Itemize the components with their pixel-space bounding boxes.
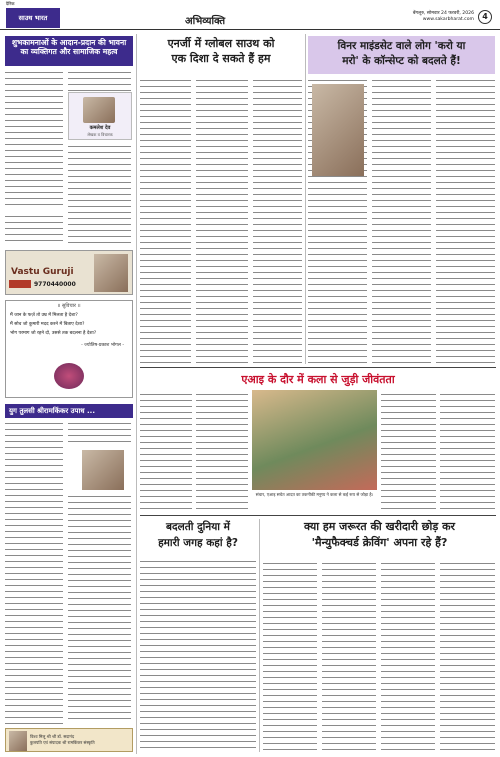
- author-name: कमलेश देव: [89, 125, 111, 131]
- main-body-col1: [140, 78, 191, 363]
- world-headline-line1: बदलती दुनिया में: [166, 521, 230, 533]
- saint-photo: [82, 450, 124, 490]
- caption-photo: [9, 731, 27, 751]
- ai-photo-caption: संचार, एआइ सचेत आदत का तकनीकी मनुष्य ने कला से कई रूप से जोड़ा है।: [255, 492, 374, 497]
- quote-line: भोग परमाग जो रहने दो, उससे तक बदलना है देशा?: [10, 331, 97, 336]
- right-headline-line2: मरो' के कॉन्सेप्ट को बदलते हैं!: [342, 55, 461, 67]
- quote-box-title: ॥ सुविचार ॥: [57, 303, 81, 309]
- vastu-ad: [5, 250, 133, 295]
- ai-photo: [252, 390, 377, 490]
- bottom-left-headline: युग तुलसी श्रीरामकिंकर उपाध ...: [9, 407, 95, 415]
- bottom-caption: विश्व मिलू श्री श्री डॉ. सदानंद कुलपति एवं संपादक श्री रामकिंकर संस्कृति: [30, 734, 95, 745]
- quote-line: मैं सोच जो कुमारी मदद करने में बिताए देशा?: [10, 322, 85, 327]
- date-text: बेंगलूरु, सोमवार 24 फरवरी, 2026: [412, 11, 474, 16]
- left-body-4: [5, 214, 63, 244]
- right-body-col3: [436, 78, 495, 363]
- ad-phone-badge: [9, 280, 31, 288]
- right-headline-line1: विनर माइंडसेट वाले लोग 'करो या: [337, 40, 466, 52]
- website-text: www.sakarbharat.com: [422, 17, 474, 22]
- page-header: [0, 0, 500, 30]
- craving-body-col2: [322, 561, 376, 752]
- craving-headline-line2: 'मैन्युफैक्चर्ड क्रेविंग' अपना रहे हैं?: [311, 536, 448, 549]
- world-headline-line2: हमारी जगह कहां है?: [158, 537, 238, 549]
- ai-body-col4: [440, 392, 495, 512]
- craving-body-col3: [381, 561, 435, 752]
- dateline: [413, 11, 474, 23]
- section-title: अभिव्यक्ति: [185, 16, 226, 27]
- quote-credit: - ज्योतिष-प्रकाश भोगल -: [81, 343, 124, 348]
- bottom-left-body-1: [5, 421, 63, 751]
- left-body-3: [68, 144, 131, 244]
- right-article-photo: [312, 84, 364, 176]
- world-body: [140, 559, 256, 752]
- craving-body-col1: [263, 561, 317, 752]
- column-rule-lower: [259, 519, 260, 752]
- craving-headline-box: [263, 519, 496, 557]
- main-body-col3: [253, 78, 302, 363]
- bottom-left-headline-box: [5, 404, 133, 418]
- left-headline-box: [5, 36, 133, 66]
- bottom-left-body-3: [68, 494, 131, 720]
- page-number: 4: [478, 10, 492, 24]
- quote-lines: [6, 309, 132, 340]
- ai-top-rule: [140, 367, 496, 368]
- main-body-col2: [196, 78, 248, 363]
- masthead-logo: [6, 1, 60, 28]
- ad-person-photo: [94, 254, 128, 292]
- column-rule-left: [136, 34, 137, 754]
- ai-body-col2: [196, 392, 248, 512]
- ai-headline-box: [140, 371, 496, 389]
- main-headline-box: [140, 36, 302, 74]
- craving-headline-line1: क्या हम जरूरत की खरीदारी छोड़ कर: [303, 520, 456, 533]
- ad-title: Vastu Guruji: [11, 267, 74, 277]
- bottom-left-body-2: [68, 421, 131, 447]
- craving-body-col4: [440, 561, 495, 752]
- author-role: लेखक व विचारक: [87, 132, 113, 137]
- paper-tag: दैनिक: [6, 1, 15, 6]
- ad-phone: 9770440000: [34, 281, 76, 288]
- lower-rule: [140, 515, 496, 516]
- quote-box: [5, 300, 133, 398]
- right-body-col2: [372, 78, 431, 363]
- column-rule-mid: [305, 34, 306, 364]
- paper-name: साउथ भारत: [18, 14, 48, 22]
- author-photo: [83, 97, 115, 123]
- left-headline: शुभकामनाओं के आदान-प्रदान की भावना का व्यक्तिगत और सामाजिक महत्व: [11, 38, 127, 56]
- quote-flower-image: [54, 363, 84, 389]
- ai-body-col3: [381, 392, 436, 512]
- right-headline-box: [308, 36, 495, 74]
- ai-body-col1: [140, 392, 192, 512]
- left-body-1: [5, 70, 63, 210]
- bottom-caption-box: [5, 728, 133, 752]
- quote-line: मैं जान के फर्ज़ तो उम्र में मिलता है देशा?: [10, 313, 78, 318]
- ai-headline: एआइ के दौर में कला से जुड़ी जीवंतता: [241, 373, 395, 386]
- main-headline-line1: एनर्जी में ग्लोबल साउथ को: [167, 37, 275, 50]
- main-headline-line2: एक दिशा दे सकते हैं हम: [171, 52, 271, 65]
- author-card: [68, 92, 132, 140]
- world-headline-box: [140, 519, 256, 555]
